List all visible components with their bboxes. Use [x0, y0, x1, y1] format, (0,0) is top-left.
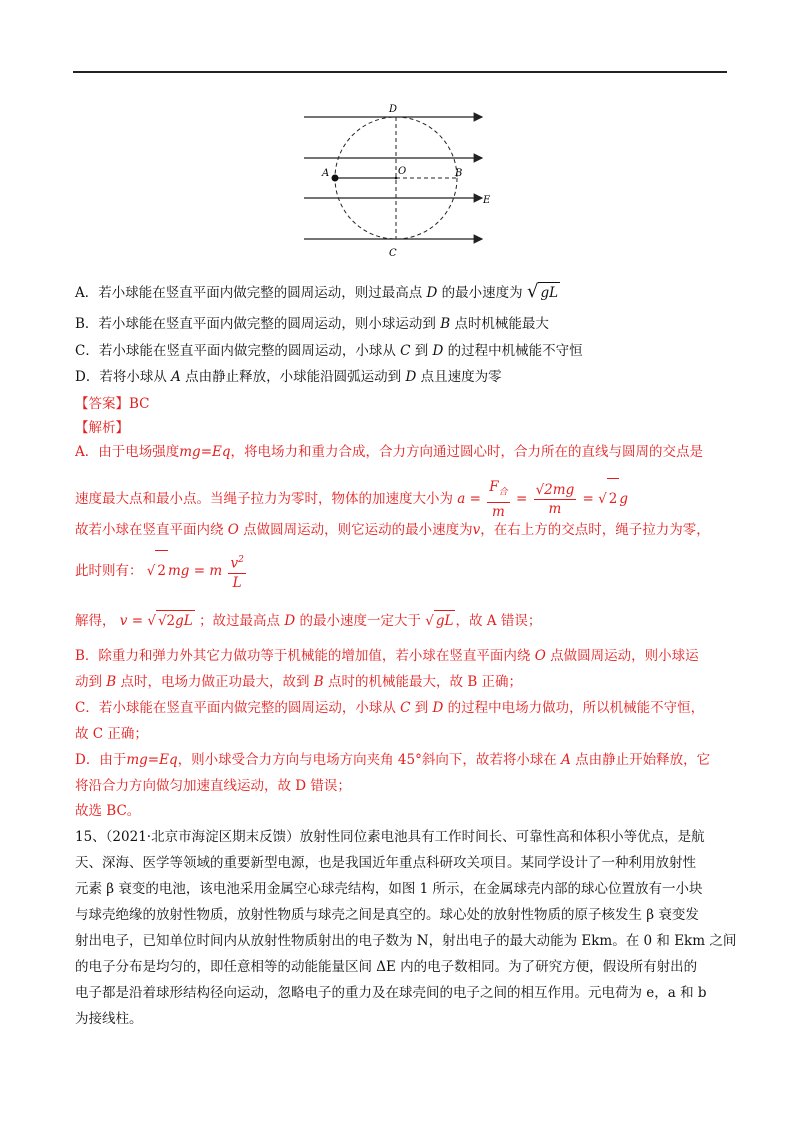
q15-line-3: 元素 β 衰变的电池，该电池采用金属空心球壳结构，如图 1 所示，在金属球壳内部的球心位置放有一小块 [75, 881, 703, 897]
header-rule [73, 71, 727, 73]
analysis-title: 【解析】 [75, 420, 129, 436]
analysis-d2: 将沿合力方向做匀加速直线运动，故 D 错误； [75, 778, 351, 794]
label-O: O [398, 166, 407, 177]
analysis-b2: 动到 B 点时，电场力做正功最大，故到 B 点时的机械能最大，故 B 正确； [75, 674, 523, 690]
q15-line-6: 的电子分布是均匀的，即任意相等的动能能量区间 ΔE 内的电子数相同。为了研究方便，假设所有射出的 [75, 959, 698, 975]
label-D: D [389, 104, 398, 115]
analysis-b1: B．除重力和弹力外其它力做功等于机械能的增加值，若小球在竖直平面内绕 O 点做圆周运动，则小球运 [75, 648, 699, 664]
option-b: B．若小球能在竖直平面内做完整的圆周运动，则小球运动到 B 点时机械能最大 [75, 316, 549, 332]
analysis-d1: D．由于mg=Eq，则小球受合力方向与电场方向夹角 45°斜向下，故若将小球在 A 点由静止开始释放，它 [75, 752, 711, 768]
center-point [395, 177, 398, 180]
analysis-c1: C．若小球能在竖直平面内做完整的圆周运动，小球从 C 到 D 的过程中电场力做功，所以机械能不守恒， [75, 700, 705, 716]
q15-line-2: 天、深海、医学等领域的重要新型电源，也是我国近年重点科研攻关项目。某同学设计了一种利用放射性 [75, 855, 696, 871]
q15-line-1: 15、（2021·北京市海淀区期末反馈）放射性同位素电池具有工作时间长、可靠性高和体积小等优点，是航 [75, 829, 705, 845]
answer-line: 【答案】BC [75, 396, 150, 412]
analysis-a4: 此时则有： √ 2 mg = m $\frac{v^2}{L}$ [75, 550, 735, 592]
analysis-conclusion: 故选 BC。 [75, 803, 141, 819]
label-A: A [322, 168, 330, 179]
option-a: A．若小球能在竖直平面内做完整的圆周运动，则过最高点 D 的最小速度为 √ gL [75, 281, 559, 302]
label-C: C [389, 248, 397, 259]
analysis-a1: A．由于电场强度mg=Eq，将电场力和重力合成，合力方向通过圆心时，合力所在的直线与圆周的交点是 [75, 444, 704, 460]
circle-field-diagram [300, 100, 500, 265]
q15-line-8: 为接线柱。 [75, 1011, 143, 1027]
label-E: E [483, 195, 491, 206]
analysis-a5: 解得， v = √ √2gL ；故过最高点 D 的最小速度一定大于 √ gL ，故 A 错误； [75, 610, 735, 631]
analysis-c2: 故 C 正确； [75, 726, 148, 742]
q15-line-7: 电子都是沿着球形结构径向运动，忽略电子的重力及在球壳间的电子之间的相互作用。元电荷为 e，a 和 b [75, 985, 707, 1001]
q15-line-4: 与球壳绝缘的放射性物质，放射性物质与球壳之间是真空的。球心处的放射性物质的原子核发生 β 衰变发 [75, 907, 699, 923]
option-c: C．若小球能在竖直平面内做完整的圆周运动，小球从 C 到 D 的过程中机械能不守恒 [75, 343, 583, 359]
analysis-a3: 故若小球在竖直平面内绕 O 点做圆周运动，则它运动的最小速度为v，在右上方的交点时，绳子拉力为零， [75, 522, 710, 538]
analysis-a2: 速度最大点和最小点。当绳子拉力为零时，物体的加速度大小为 a = $\frac{F_合}{m}$ = $\frac{√2mg}{m}$ = √ 2 g [75, 479, 628, 520]
q15-line-5: 射出电子，已知单位时间内从放射性物质射出的电子数为 N，射出电子的最大动能为 Ekm。在 0 和 Ekm 之间 [75, 933, 737, 949]
ball [332, 175, 339, 182]
label-B: B [455, 168, 463, 179]
option-d: D．若将小球从 A 点由静止释放，小球能沿圆弧运动到 D 点且速度为零 [75, 369, 502, 385]
